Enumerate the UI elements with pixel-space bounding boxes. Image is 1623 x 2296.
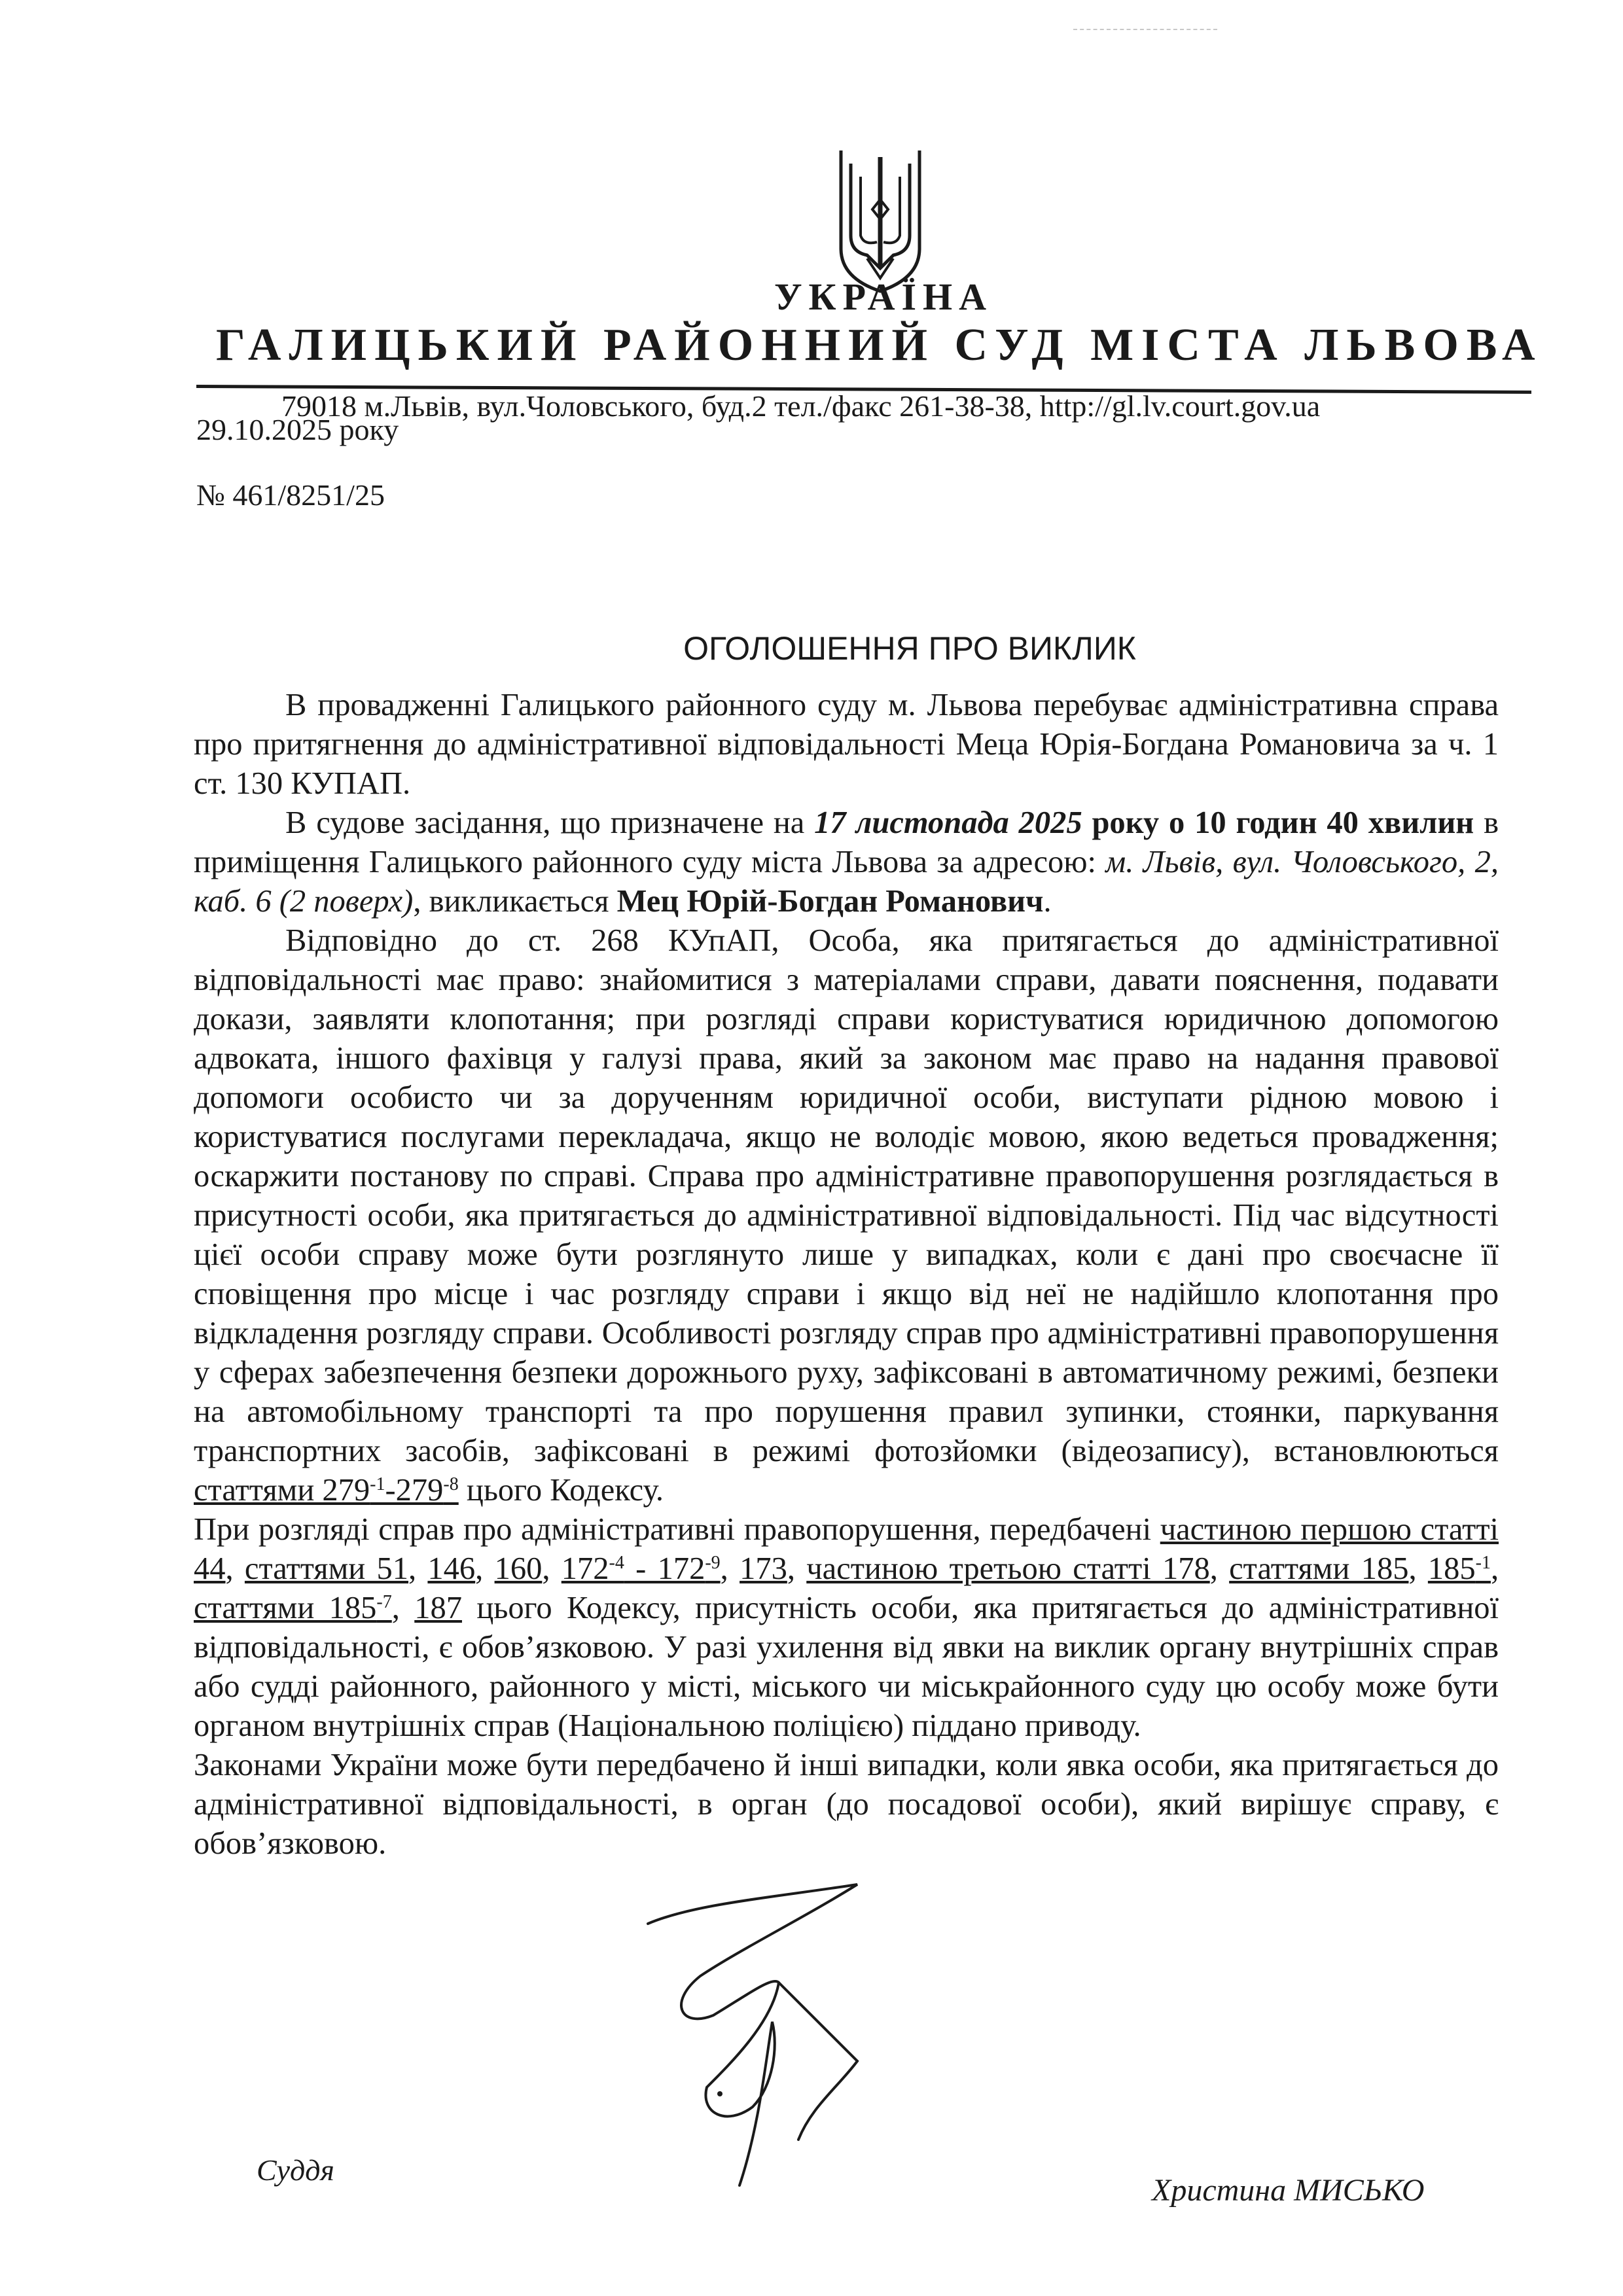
hearing-called-text: , викликається xyxy=(413,884,617,919)
judge-name: Христина МИСЬКО xyxy=(1152,2173,1425,2208)
separator: , xyxy=(225,1551,245,1586)
presence-lead-text: При розгляді справ про адміністративні правопорушення, передбачені xyxy=(194,1512,1160,1547)
hearing-place-text: в приміщення Галицького районного суду міста Львова за адресою: xyxy=(194,805,1499,879)
ref-172-end: - 172 xyxy=(624,1551,705,1586)
ref-172-sup-end: -9 xyxy=(705,1553,721,1573)
paragraph-case-info: В провадженні Галицького районного суду м. Львова перебуває адміністративна справа про притягнення до адміністративної відповідальності Меца Юрія-Богдана Романовича за ч. 1 ст. 130 КУПАП. xyxy=(194,688,1499,801)
ref-article-146-link[interactable]: 146 xyxy=(427,1551,476,1586)
paragraph-mandatory-presence xyxy=(194,1510,1499,1746)
hearing-address: м. Львів, вул. Чоловського, 2, каб. 6 (2 поверх) xyxy=(194,845,1499,919)
document-title: ОГОЛОШЕННЯ ПРО ВИКЛИК xyxy=(683,630,1136,667)
ref-article-187-link[interactable]: 187 xyxy=(414,1591,462,1625)
paragraph-hearing xyxy=(194,804,1499,921)
ref-article-185-link[interactable]: статтями 185 xyxy=(1229,1551,1409,1586)
ref-article-160-link[interactable]: 160 xyxy=(494,1551,543,1586)
court-name-heading: ГАЛИЦЬКИЙ РАЙОННИЙ СУД МІСТА ЛЬВОВА xyxy=(216,320,1543,370)
separator: , xyxy=(542,1551,562,1586)
court-address: 79018 м.Львів, вул.Чоловського, буд.2 тел./факс 261-38-38, http://gl.lv.court.gov.ua xyxy=(281,389,1321,423)
hearing-time: року о 10 годин 40 хвилин xyxy=(1082,805,1474,840)
article-279-link[interactable] xyxy=(194,1473,459,1508)
rights-text: Відповідно до ст. 268 КУпАП, Особа, яка притягається до адміністративної відповідальності має право: знайомитися з матеріалами справи, давати пояснення, подавати докази, заявляти клопотання; при розгляді справи користуватися юридичною допомогою адвоката, іншого фахівця у галузі права, який за законом має право на надання правової допомоги особисто чи за дорученням юридичної особи, виступати рідною мовою і користуватися послугами перекладача, якщо не володіє мовою, якою ведеться провадження; оскаржити постанову по справі. Справа про адміністративне правопорушення розглядається в присутності особи, яка притягається до адміністративної відповідальності. Під час відсутності цієї особи справу може бути розглянуто лише у випадках, коли є дані про своєчасне її сповіщення про місце і час розгляду справи і якщо від неї не надійшло клопотання про відкладення розгляду справи. Особливості розгляду справ про адміністративні правопорушення у сферах забезпечення безпеки дорожнього руху, зафіксовані в автоматичному режимі, безпеки на автомобільному транспорті та про порушення правил зупинки, стоянки, паркування транспортних засобів, зафіксовані в режимі фотозйомки (відеозапису), встановлюються xyxy=(194,923,1499,1468)
separator: , xyxy=(720,1551,740,1586)
ref-article-185-7-link[interactable] xyxy=(194,1591,392,1625)
separator: , xyxy=(1209,1551,1230,1586)
document-date: 29.10.2025 року xyxy=(196,413,399,446)
separator: , xyxy=(475,1551,495,1586)
hearing-lead-text: В судове засідання, що призначене на xyxy=(285,805,815,840)
article-279-sup-end: -8 xyxy=(443,1474,459,1494)
article-279-range: -279 xyxy=(385,1473,444,1508)
ref-article-51-link[interactable]: статтями 51 xyxy=(244,1551,408,1586)
ref-172-start: 172 xyxy=(561,1551,609,1586)
rights-end-text: цього Кодексу. xyxy=(458,1473,664,1508)
ref-article-172-range-link[interactable] xyxy=(562,1551,721,1586)
country-heading: УКРАЇНА xyxy=(774,275,993,318)
hearing-end-text: . xyxy=(1043,884,1052,919)
separator: , xyxy=(1490,1551,1499,1586)
scan-artifact-line xyxy=(1073,29,1217,31)
judge-role-label: Суддя xyxy=(257,2153,334,2187)
ref-185-7-sup: -7 xyxy=(376,1592,392,1612)
ref-185-7-label: статтями 185 xyxy=(194,1591,377,1625)
presence-rest-text: цього Кодексу, присутність особи, яка притягається до адміністративної відповідальності, є обов’язковою. У разі ухилення від явки на виклик органу внутрішніх справ або судді районного, районного у місті, міського чи міськрайонного суду цю особу може бути органом внутрішніх справ (Національною поліцією) піддано приводу. xyxy=(194,1591,1499,1743)
case-number: № 461/8251/25 xyxy=(196,478,385,512)
ref-185-1-sup: -1 xyxy=(1475,1553,1491,1573)
ref-172-sup-start: -4 xyxy=(609,1553,624,1573)
separator: , xyxy=(1408,1551,1428,1586)
ref-article-178-link[interactable]: частиною третьою статті 178 xyxy=(806,1551,1210,1586)
paragraph-other-cases: Законами України може бути передбачено й інші випадки, коли явка особи, яка притягається до адміністративної відповідальності, в орган (до посадової особи), який вирішує справу, є обов’язковою. xyxy=(194,1748,1499,1861)
document-body xyxy=(194,686,1499,1863)
article-279-label: статтями 279 xyxy=(194,1473,370,1508)
ref-article-173-link[interactable]: 173 xyxy=(740,1551,787,1586)
separator: , xyxy=(408,1551,428,1586)
ref-article-44-link[interactable]: частиною першою статті 44 xyxy=(194,1512,1499,1586)
paragraph-rights xyxy=(194,921,1499,1510)
ref-185-1-label: 185 xyxy=(1427,1551,1476,1586)
hearing-date: 17 листопада 2025 xyxy=(814,805,1082,840)
summoned-person: Мец Юрій-Богдан Романович xyxy=(616,884,1044,919)
article-279-sup-start: -1 xyxy=(370,1474,385,1494)
separator: , xyxy=(391,1591,415,1625)
handwritten-signature xyxy=(641,1878,916,2205)
separator: , xyxy=(787,1551,807,1586)
ref-article-185-1-link[interactable] xyxy=(1428,1551,1491,1586)
